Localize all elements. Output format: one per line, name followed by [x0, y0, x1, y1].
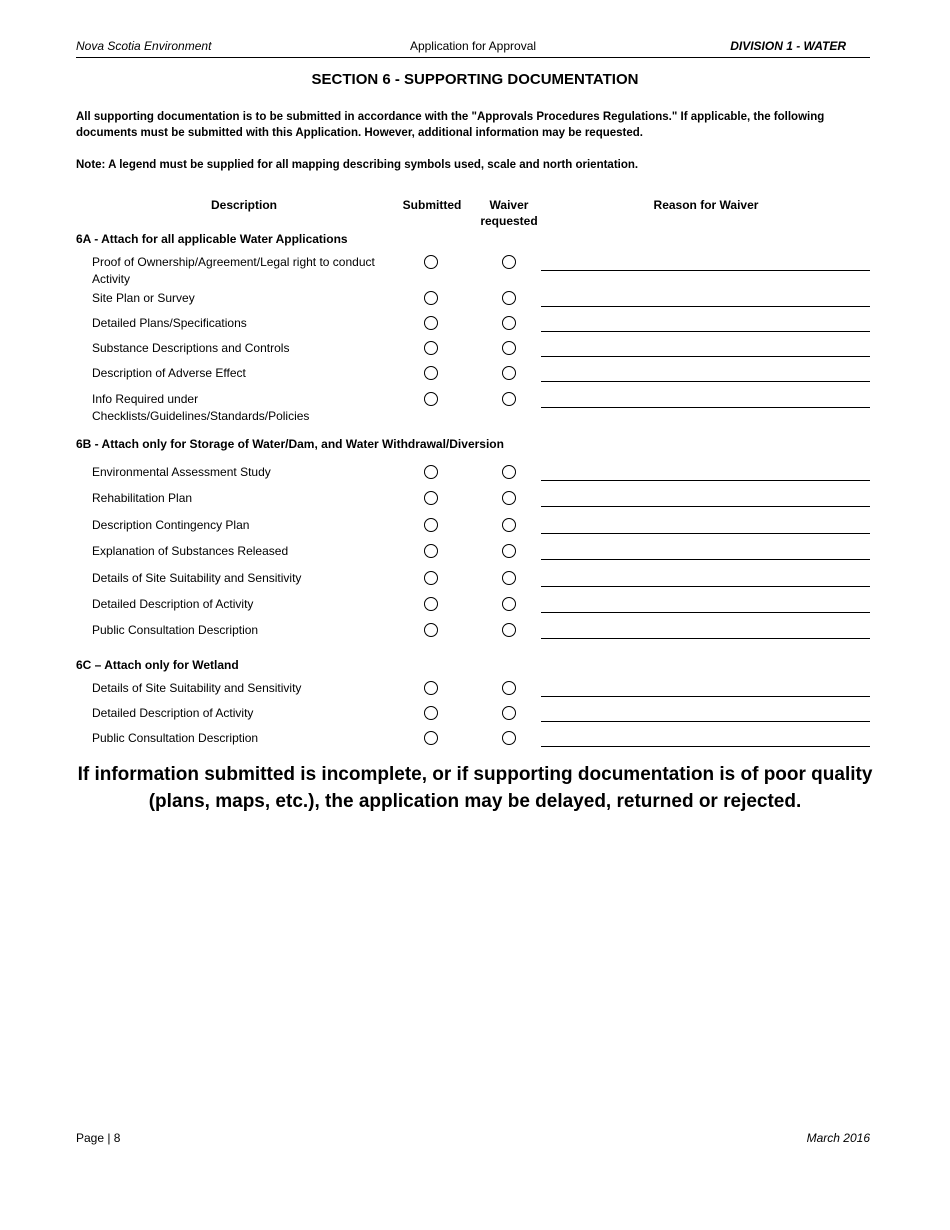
document-item-label: Detailed Description of Activity [92, 597, 254, 611]
document-item-label: Description Contingency Plan [92, 518, 250, 532]
reason-for-waiver-field[interactable] [541, 600, 870, 613]
header-document-title: Application for Approval [409, 39, 537, 53]
submitted-radio[interactable] [424, 544, 438, 558]
reason-for-waiver-field[interactable] [541, 709, 870, 722]
waiver-requested-radio[interactable] [502, 291, 516, 305]
page-header [76, 39, 870, 58]
waiver-requested-radio[interactable] [502, 392, 516, 406]
submitted-radio[interactable] [424, 571, 438, 585]
waiver-requested-radio[interactable] [502, 706, 516, 720]
group-title: 6B - Attach only for Storage of Water/Dam, and Water Withdrawal/Diversion [76, 437, 504, 451]
reason-for-waiver-field[interactable] [541, 319, 870, 332]
header-division: DIVISION 1 - WATER [730, 39, 846, 53]
document-item-label: Details of Site Suitability and Sensitivity [92, 571, 302, 585]
reason-for-waiver-field[interactable] [541, 521, 870, 534]
submitted-radio[interactable] [424, 255, 438, 269]
submitted-radio[interactable] [424, 731, 438, 745]
reason-for-waiver-field[interactable] [541, 734, 870, 747]
waiver-requested-radio[interactable] [502, 465, 516, 479]
submitted-radio[interactable] [424, 316, 438, 330]
submitted-radio[interactable] [424, 392, 438, 406]
waiver-requested-radio[interactable] [502, 731, 516, 745]
waiver-requested-radio[interactable] [502, 544, 516, 558]
document-item-label: Info Required under Checklists/Guidelines/Standards/Policies [92, 392, 310, 423]
reason-for-waiver-field[interactable] [541, 344, 870, 357]
document-item-label: Substance Descriptions and Controls [92, 341, 290, 355]
submitted-radio[interactable] [424, 291, 438, 305]
header-organization: Nova Scotia Environment [76, 39, 212, 53]
reason-for-waiver-field[interactable] [541, 258, 870, 271]
column-header-description: Description [210, 198, 277, 212]
reason-for-waiver-field[interactable] [541, 574, 870, 587]
submitted-radio[interactable] [424, 366, 438, 380]
reason-for-waiver-field[interactable] [541, 494, 870, 507]
document-item-label: Proof of Ownership/Agreement/Legal right to conduct Activity [92, 255, 375, 286]
document-item-label: Public Consultation Description [92, 731, 259, 745]
submitted-radio[interactable] [424, 518, 438, 532]
column-header-waiver-line2: requested [480, 214, 538, 228]
waiver-requested-radio[interactable] [502, 571, 516, 585]
reason-for-waiver-field[interactable] [541, 294, 870, 307]
reason-for-waiver-field[interactable] [541, 547, 870, 560]
submitted-radio[interactable] [424, 465, 438, 479]
document-item-label: Site Plan or Survey [92, 291, 195, 305]
group-title: 6C – Attach only for Wetland [76, 658, 239, 672]
waiver-requested-radio[interactable] [502, 491, 516, 505]
submitted-radio[interactable] [424, 706, 438, 720]
document-item-label: Details of Site Suitability and Sensitivity [92, 681, 302, 695]
column-header-waiver [468, 197, 550, 229]
reason-for-waiver-field[interactable] [541, 395, 870, 408]
waiver-requested-radio[interactable] [502, 316, 516, 330]
waiver-requested-radio[interactable] [502, 518, 516, 532]
column-header-submitted: Submitted [402, 198, 462, 212]
reason-for-waiver-field[interactable] [541, 626, 870, 639]
intro-paragraph: All supporting documentation is to be submitted in accordance with the "Approvals Procedures Regulations." If applicable, the following documents must be submitted with this Application. However, additional information may be requested. [76, 111, 825, 139]
document-item-label: Detailed Plans/Specifications [92, 316, 247, 330]
warning-message: If information submitted is incomplete, or if supporting documentation is of poor quality (plans, maps, etc.), the application may be delayed, returned or rejected. [77, 764, 873, 812]
footer-date: March 2016 [806, 1131, 870, 1145]
section-title: SECTION 6 - SUPPORTING DOCUMENTATION [311, 71, 639, 88]
submitted-radio[interactable] [424, 681, 438, 695]
group-title: 6A - Attach for all applicable Water Applications [76, 232, 348, 246]
waiver-requested-radio[interactable] [502, 597, 516, 611]
document-item-label: Environmental Assessment Study [92, 465, 271, 479]
waiver-requested-radio[interactable] [502, 623, 516, 637]
legend-note: Note: A legend must be supplied for all mapping describing symbols used, scale and north orientation. [76, 159, 639, 171]
document-item-label: Description of Adverse Effect [92, 366, 246, 380]
document-item-label: Rehabilitation Plan [92, 491, 193, 505]
reason-for-waiver-field[interactable] [541, 468, 870, 481]
document-item-label: Public Consultation Description [92, 623, 259, 637]
submitted-radio[interactable] [424, 341, 438, 355]
column-header-reason: Reason for Waiver [653, 198, 759, 212]
document-item-label: Detailed Description of Activity [92, 706, 254, 720]
document-item-label: Explanation of Substances Released [92, 544, 289, 558]
footer-page-number: Page | 8 [76, 1131, 121, 1145]
submitted-radio[interactable] [424, 623, 438, 637]
waiver-requested-radio[interactable] [502, 681, 516, 695]
column-header-waiver-line1: Waiver [489, 198, 529, 212]
waiver-requested-radio[interactable] [502, 366, 516, 380]
reason-for-waiver-field[interactable] [541, 684, 870, 697]
reason-for-waiver-field[interactable] [541, 369, 870, 382]
submitted-radio[interactable] [424, 491, 438, 505]
waiver-requested-radio[interactable] [502, 341, 516, 355]
waiver-requested-radio[interactable] [502, 255, 516, 269]
submitted-radio[interactable] [424, 597, 438, 611]
